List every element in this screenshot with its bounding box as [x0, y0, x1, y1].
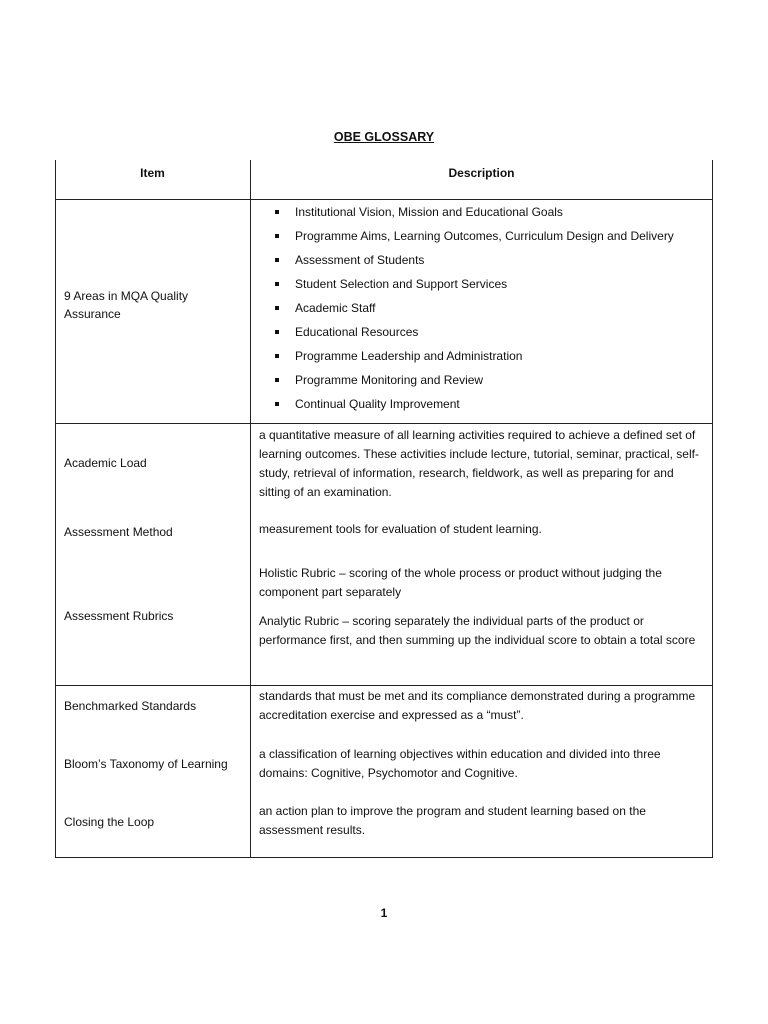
definition-closing-the-loop: an action plan to improve the program and student learning based on the assessment results. — [259, 804, 646, 837]
list-item: Student Selection and Support Services — [275, 274, 674, 298]
mqa-areas-list — [275, 202, 674, 418]
list-item: Academic Staff — [275, 298, 674, 322]
list-item: Educational Resources — [275, 322, 674, 346]
term-assessment-method: Assessment Method — [64, 525, 173, 539]
table-border-right — [712, 160, 713, 858]
list-item: Programme Monitoring and Review — [275, 370, 674, 394]
list-item: Assessment of Students — [275, 250, 674, 274]
table-bottom-rule — [55, 857, 713, 858]
list-item: Programme Leadership and Administration — [275, 346, 674, 370]
definition-academic-load: a quantitative measure of all learning activities required to achieve a defined set of learning outcomes. These activities include lecture, tutorial, seminar, practical, self-study, retrieval of information, research, fieldwork, as well as preparing for and sitting of an examination. — [259, 428, 699, 499]
list-item: Institutional Vision, Mission and Educational Goals — [275, 202, 674, 226]
header-description: Description — [448, 166, 515, 180]
page-title: OBE GLOSSARY — [333, 130, 435, 144]
term-benchmarked-standards: Benchmarked Standards — [64, 699, 197, 713]
column-divider — [250, 160, 251, 858]
list-item: Continual Quality Improvement — [275, 394, 674, 418]
header-item: Item — [140, 166, 165, 180]
row-rule-2 — [55, 685, 713, 686]
page-number: 1 — [380, 906, 388, 920]
definition-analytic-rubric: Analytic Rubric – scoring separately the individual parts of the product or performance first, and then summing up the individual score to obtain a total score — [259, 614, 696, 647]
definition-blooms-taxonomy: a classification of learning objectives within education and divided into three domains: Cognitive, Psychomotor and Cognitive. — [259, 747, 661, 780]
header-bottom-rule — [55, 199, 713, 200]
row-rule-1 — [55, 423, 713, 424]
definition-assessment-method: measurement tools for evaluation of student learning. — [259, 522, 542, 536]
term-mqa-areas: 9 Areas in MQA Quality Assurance — [64, 289, 189, 321]
table-border-left — [55, 160, 56, 858]
term-academic-load: Academic Load — [64, 456, 147, 470]
list-item: Programme Aims, Learning Outcomes, Curriculum Design and Delivery — [275, 226, 674, 250]
term-closing-the-loop: Closing the Loop — [64, 815, 155, 829]
definition-holistic-rubric: Holistic Rubric – scoring of the whole process or product without judging the component part separately — [259, 566, 662, 599]
term-blooms-taxonomy: Bloom’s Taxonomy of Learning — [64, 757, 228, 771]
term-assessment-rubrics: Assessment Rubrics — [64, 609, 174, 623]
definition-benchmarked-standards: standards that must be met and its compliance demonstrated during a programme accreditation exercise and expressed as a “must”. — [259, 689, 696, 722]
